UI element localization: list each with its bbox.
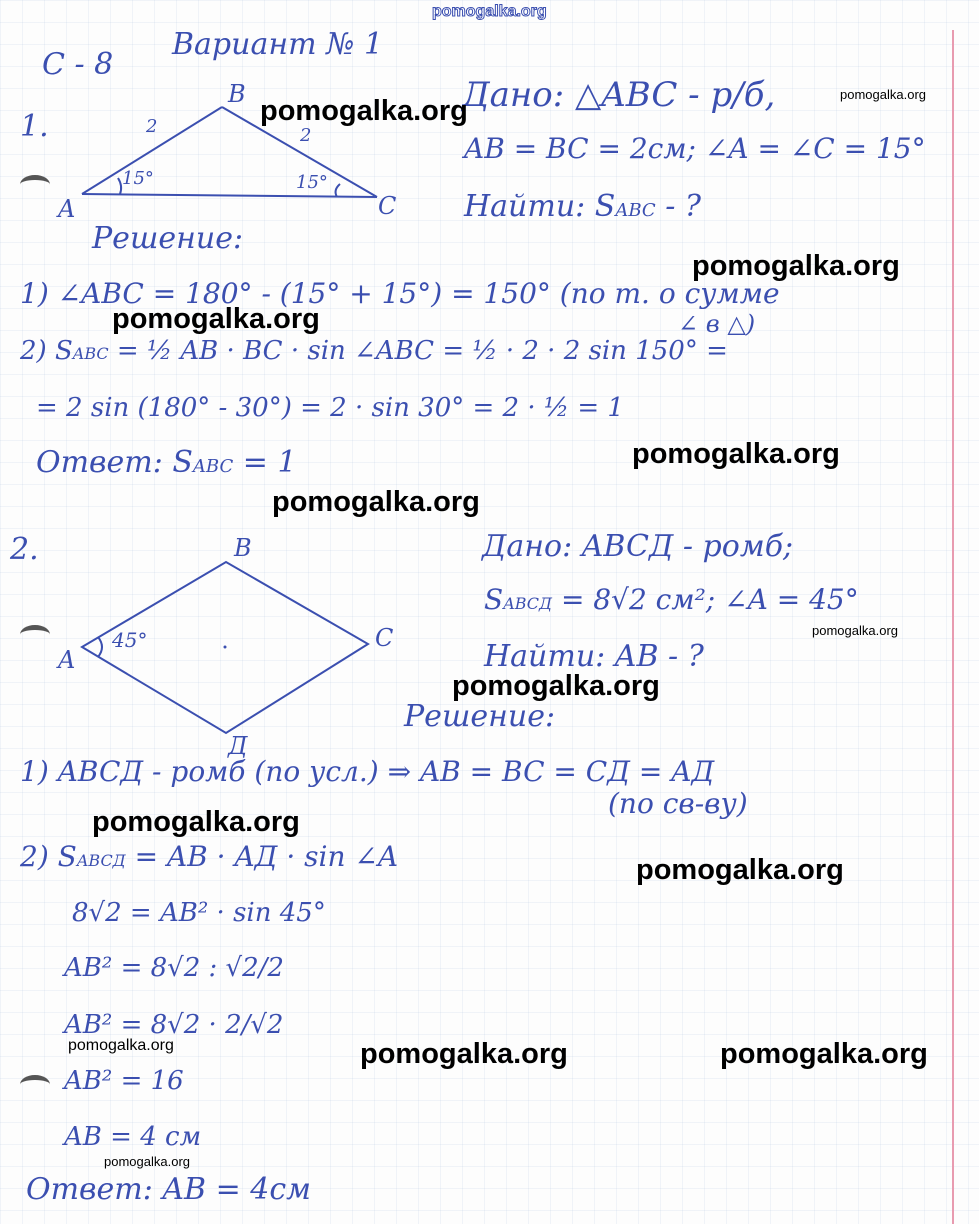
task2-step1: 1) ABCД - ромб (по усл.) ⇒ AB = BC = CД = AД: [20, 755, 715, 788]
angle-c-label: 15°: [296, 172, 328, 193]
task2-step2: 2) SABCД = AB · AД · sin ∠A: [20, 840, 399, 873]
task1-answer: Ответ: SABC = 1: [36, 445, 297, 480]
task1-step1-cont: ∠ в △): [678, 310, 756, 338]
task2-given: Дано: ABCД - ромб;: [482, 529, 794, 564]
watermark-small: pomogalka.org: [812, 623, 898, 638]
watermark: pomogalka.org: [632, 438, 840, 470]
side-bc-label: 2: [300, 125, 312, 146]
task2-solution-heading: Решение:: [404, 699, 556, 734]
watermark: pomogalka.org: [272, 486, 480, 518]
task2-line6: AB² = 16: [64, 1066, 184, 1096]
watermark: pomogalka.org: [92, 806, 300, 838]
vertex-b-label: B: [228, 80, 246, 108]
worksheet-code: С - 8: [42, 47, 114, 82]
task1-step2-cont: = 2 sin (180° - 30°) = 2 · sin 30° = 2 · ½ = 1: [36, 393, 624, 423]
task1-step2: 2) SABC = ½ AB · BC · sin ∠ABC = ½ · 2 · 2 sin 150° =: [20, 336, 728, 366]
rhombus-angle-a: 45°: [112, 628, 148, 652]
side-ab-label: 2: [146, 116, 158, 137]
task1-find: Найти: SABC - ?: [464, 189, 701, 224]
task1-solution-heading: Решение:: [92, 221, 244, 256]
watermark-top: pomogalka.org: [432, 3, 547, 20]
task2-line5: AB² = 8√2 · 2/√2: [64, 1010, 284, 1040]
watermark: pomogalka.org: [720, 1038, 928, 1070]
task1-given: Дано: △ABC - р/б,: [462, 75, 776, 115]
task2-find: Найти: AB - ?: [484, 639, 704, 674]
task2-step1-cont: (по св-ву): [608, 787, 748, 820]
watermark: pomogalka.org: [112, 303, 320, 335]
watermark: pomogalka.org: [360, 1038, 568, 1070]
task1-number: 1.: [20, 109, 49, 144]
task2-given-values: SABCД = 8√2 см²; ∠A = 45°: [484, 583, 859, 616]
task1-given-values: AB = BC = 2см; ∠A = ∠C = 15°: [464, 132, 926, 165]
watermark-small: pomogalka.org: [104, 1154, 190, 1169]
vertex-a-label: A: [58, 195, 76, 223]
watermark: pomogalka.org: [452, 670, 660, 702]
rhombus-vertex-d: Д: [228, 732, 248, 760]
watermark-small: pomogalka.org: [68, 1037, 174, 1054]
task2-number: 2.: [10, 532, 39, 567]
variant-title: Вариант № 1: [172, 27, 384, 62]
task1-step1: 1) ∠ABC = 180° - (15° + 15°) = 150° (по т. о сумме: [20, 277, 780, 310]
angle-a-label: 15°: [122, 168, 154, 189]
vertex-c-label: C: [378, 192, 397, 220]
rhombus-vertex-c: C: [375, 624, 394, 652]
task2-line3: 8√2 = AB² · sin 45°: [72, 898, 326, 928]
binder-hole: [20, 1075, 50, 1094]
watermark: pomogalka.org: [636, 854, 844, 886]
task2-answer: Ответ: AB = 4см: [26, 1172, 312, 1207]
watermark: pomogalka.org: [260, 95, 468, 127]
task2-line4: AB² = 8√2 : √2/2: [64, 953, 284, 983]
rhombus-vertex-b: B: [234, 534, 252, 562]
watermark-small: pomogalka.org: [840, 87, 926, 102]
watermark: pomogalka.org: [692, 250, 900, 282]
rhombus-vertex-a: A: [58, 646, 76, 674]
task2-line7: AB = 4 см: [64, 1122, 202, 1152]
